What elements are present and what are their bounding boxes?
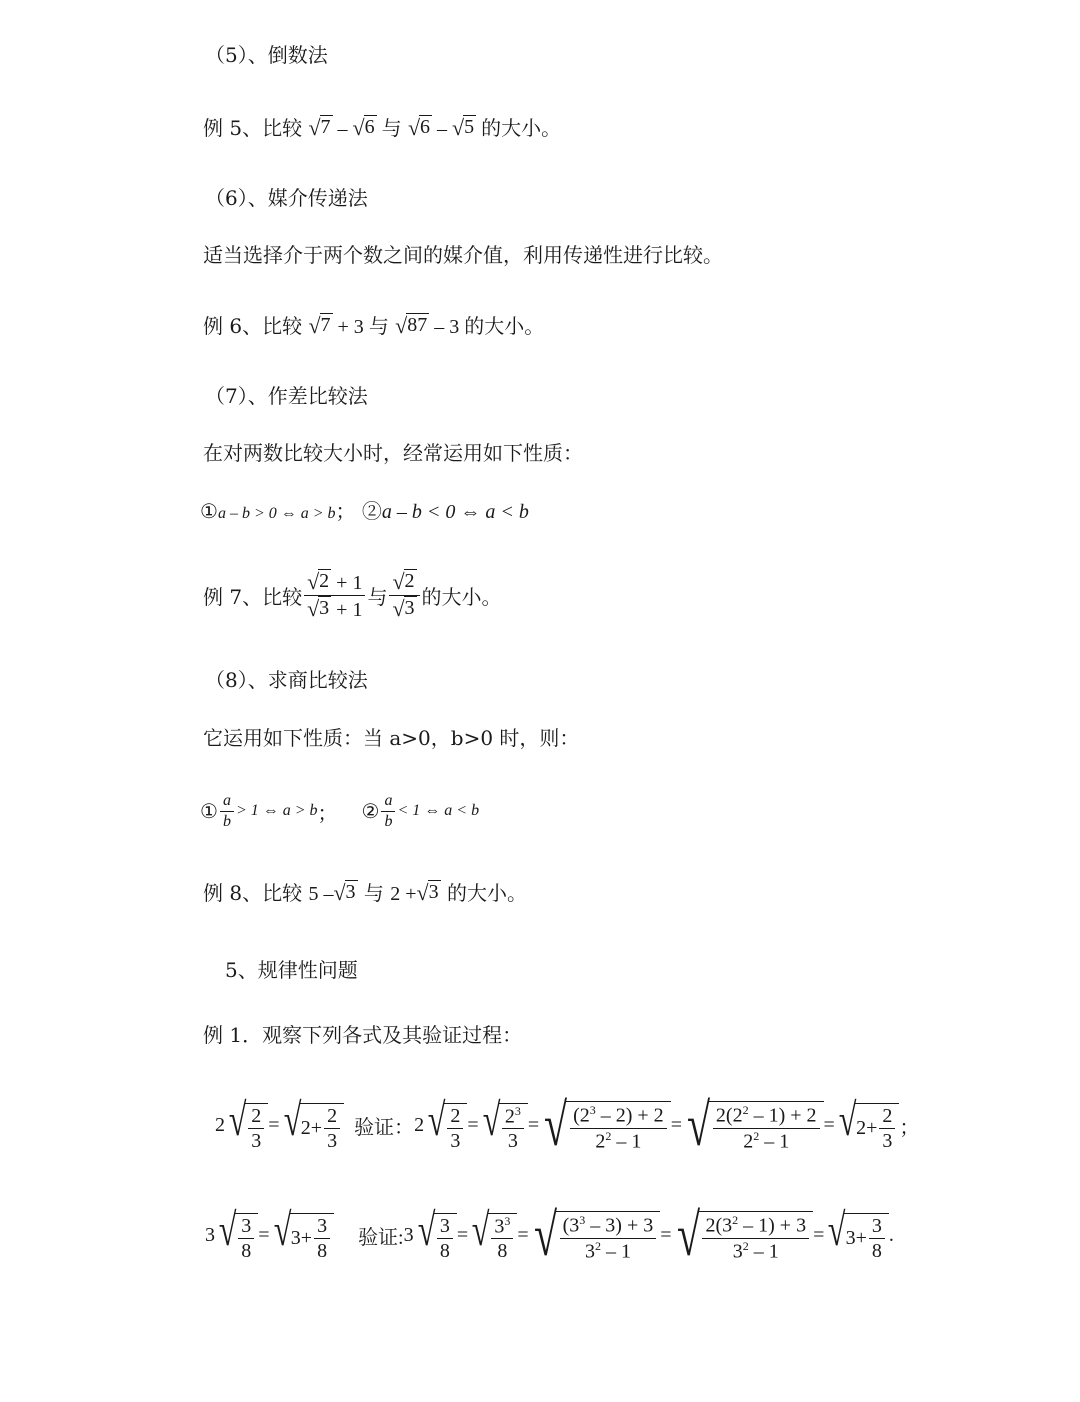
example-8-and: 与: [363, 881, 384, 905]
example-7-and: 与: [367, 584, 388, 609]
example-5-prefix: 例 5、比较: [203, 116, 303, 140]
quotient-property-2: < 1 ⇔ a < b: [397, 802, 480, 819]
example-6-suffix: 的大小。: [464, 314, 545, 338]
example-7-suffix: 的大小。: [421, 584, 502, 609]
text-difference-method: 在对两数比较大小时，经常运用如下性质：: [203, 441, 583, 465]
verify-label-2: 验证:: [358, 1226, 404, 1249]
heading-medium-method: （6）、媒介传递法: [205, 186, 368, 210]
example-6-and: 与: [368, 314, 389, 338]
sqrt-6-b: √ 6: [407, 115, 431, 140]
fraction-a-over-b-2: $\frac{a}{b}$: [381, 791, 395, 830]
example-8-prefix: 例 8、比较: [203, 881, 303, 905]
formula-row-2: 3 √ $\frac{3}{8}$ = √ 3+ $\frac{3}{8}$ 验证: 3 √ $\frac{3}{8}$ = √ $\frac{3^3}{8}$ = √ $\frac{(3^3 - 3) + 3}{3^2 - 1}$ = √ $\frac{2(3^2 - 1) + 3}{3^2 - 1}$ = √ 3+ $\frac{3}{8}$ .: [205, 1202, 894, 1268]
example-5: 例 5、比较 √ 7 – √ 6 与 √ 6 – √ 5 的大小。: [203, 115, 562, 140]
quotient-properties: ① $\frac{a}{b}$ > 1 ⇔ a > b ； ② $\frac{a}{b}$ < 1 ⇔ a < b: [200, 792, 480, 830]
example-7: [203, 565, 502, 625]
sqrt-7: √ 7: [308, 115, 331, 140]
difference-properties: ①a – b > 0 ⇔ a > b； ②a – b < 0 ⇔ a < b: [200, 499, 529, 523]
text-quotient-method: 它运用如下性质：当 a>0，b>0 时，则：: [203, 726, 580, 750]
fraction-a-over-b-1: $\frac{a}{b}$: [220, 791, 234, 830]
text-medium-method: 适当选择介于两个数之间的媒介值，利用传递性进行比较。: [203, 243, 723, 267]
quotient-property-1: > 1 ⇔ a > b: [235, 802, 318, 819]
sqrt-7-ex6: √ 7: [308, 313, 331, 338]
heading-difference-method: （7）、作差比较法: [205, 384, 368, 408]
example-8: 例 8、比较 5 – √ 3 与 2 + √ 3 的大小。: [203, 880, 527, 905]
fraction-2: √ 2 √ 3: [389, 569, 419, 622]
formula-row-1: 2 √ $\frac{2}{3}$ = √ 2+ $\frac{2}{3}$ 验证： 2 √ $\frac{2}{3}$ = √ $\frac{2^3}{3}$ = √ $\frac{(2^3 - 2) + 2}{2^2 - 1}$ = √ $\frac{2(2^2 - 1) + 2}{2^2 - 1}$ = √ 2+ $\frac{2}{3}$ ；: [215, 1092, 920, 1158]
property-2: a – b < 0 ⇔ a < b: [381, 501, 529, 523]
example-8-suffix: 的大小。: [446, 881, 527, 905]
sqrt-3-8: √ $\frac{3}{8}$: [215, 1207, 258, 1263]
sqrt-87: √ 87: [395, 313, 428, 338]
heading-reciprocal-method: （5）、倒数法: [205, 43, 328, 67]
example-5-and: 与: [381, 116, 402, 140]
fraction-1: √ 2 + 1 √ 3 + 1: [304, 569, 365, 622]
property-1: a – b > 0 ⇔ a > b: [217, 505, 336, 522]
sqrt-5: √ 5: [452, 115, 475, 140]
heading-quotient-method: （8）、求商比较法: [205, 668, 368, 692]
example-6: 例 6、比较 √ 7 + 3 与 √ 87 – 3 的大小。: [203, 313, 545, 338]
heading-pattern-problems: 5、规律性问题: [225, 958, 358, 982]
example-6-prefix: 例 6、比较: [203, 314, 303, 338]
verify-label-1: 验证：: [354, 1116, 415, 1139]
example-7-prefix: 例 7、比较: [203, 584, 303, 609]
sqrt-2-3: √ $\frac{2}{3}$: [225, 1097, 268, 1153]
example-5-suffix: 的大小。: [481, 116, 562, 140]
example-1-intro: 例 1．观察下列各式及其验证过程：: [203, 1023, 523, 1047]
sqrt-6: √ 6: [352, 115, 375, 140]
